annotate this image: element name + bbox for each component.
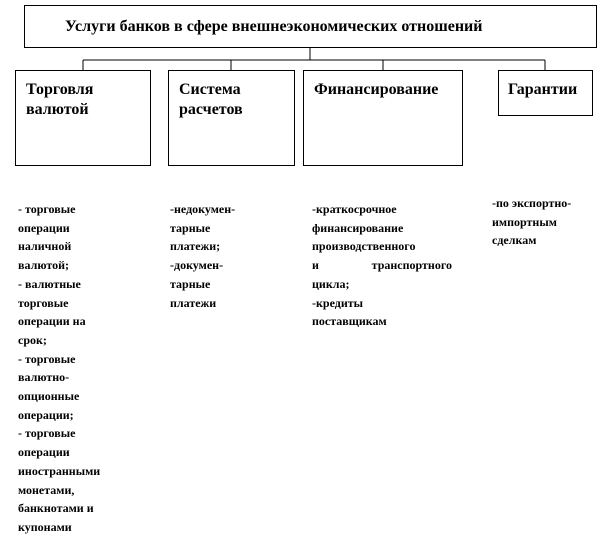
description-line: цикла; (312, 276, 350, 291)
description-line: операции (18, 220, 70, 235)
description-line: иностранными (18, 463, 101, 478)
description-line: -кредиты (312, 295, 363, 310)
description-line: финансирование (312, 220, 404, 235)
category-label-settlement-system (179, 80, 243, 120)
description-line: - валютные (18, 276, 81, 291)
description-line: - торговые (18, 351, 76, 366)
category-box-currency-trading (15, 70, 151, 166)
description-line: операции на (18, 314, 86, 329)
description-line: наличной (18, 239, 72, 254)
description-line: платежи; (170, 239, 221, 254)
category-box-financing (303, 70, 463, 166)
description-line: купонами (18, 519, 72, 534)
description-line: валютой; (18, 258, 69, 273)
description-line: поставщикам (312, 314, 387, 329)
description-financing (312, 200, 462, 331)
category-box-guarantees (498, 70, 593, 116)
description-line: -по экспортно- (492, 196, 572, 210)
label-line: Торговля (26, 81, 94, 98)
category-label-guarantees (508, 80, 577, 100)
label-line: Система (179, 81, 241, 98)
description-line: операции (18, 445, 70, 460)
title-box (24, 5, 597, 48)
description-line: монетами, (18, 482, 75, 497)
description-guarantees (492, 194, 592, 250)
description-line: сделкам (492, 233, 537, 248)
description-currency-trading (18, 200, 143, 537)
description-line: -докумен- (170, 258, 224, 273)
description-line: валютно- (18, 370, 70, 385)
category-label-financing (314, 80, 438, 100)
category-label-currency-trading (26, 80, 93, 120)
description-line: производственного (312, 239, 416, 254)
description-line: торговые (18, 295, 69, 310)
description-line: срок; (18, 332, 47, 347)
description-line: тарные (170, 220, 211, 235)
description-word: транспортного (371, 258, 452, 273)
description-line: -недокумен- (170, 202, 236, 216)
description-line: платежи (170, 295, 217, 310)
description-line: тарные (170, 276, 211, 291)
description-word: и (312, 258, 319, 273)
description-line: -краткосрочное (312, 202, 397, 216)
description-line: - торговые (18, 202, 76, 216)
label-line: Гарантии (508, 81, 578, 98)
description-line: импортным (492, 214, 557, 229)
label-line: расчетов (179, 101, 243, 118)
description-line: операции; (18, 407, 74, 422)
description-line: опционные (18, 389, 80, 404)
label-line: валютой (26, 101, 89, 118)
description-line: - торговые (18, 426, 76, 441)
label-line: Финансирование (314, 81, 439, 98)
diagram-title: Услуги банков в сфере внешнеэкономических отношений (65, 18, 483, 35)
description-settlement-system (170, 200, 270, 312)
category-box-settlement-system (168, 70, 295, 166)
description-line: банкнотами и (18, 501, 94, 516)
description-line-justified (312, 256, 452, 275)
